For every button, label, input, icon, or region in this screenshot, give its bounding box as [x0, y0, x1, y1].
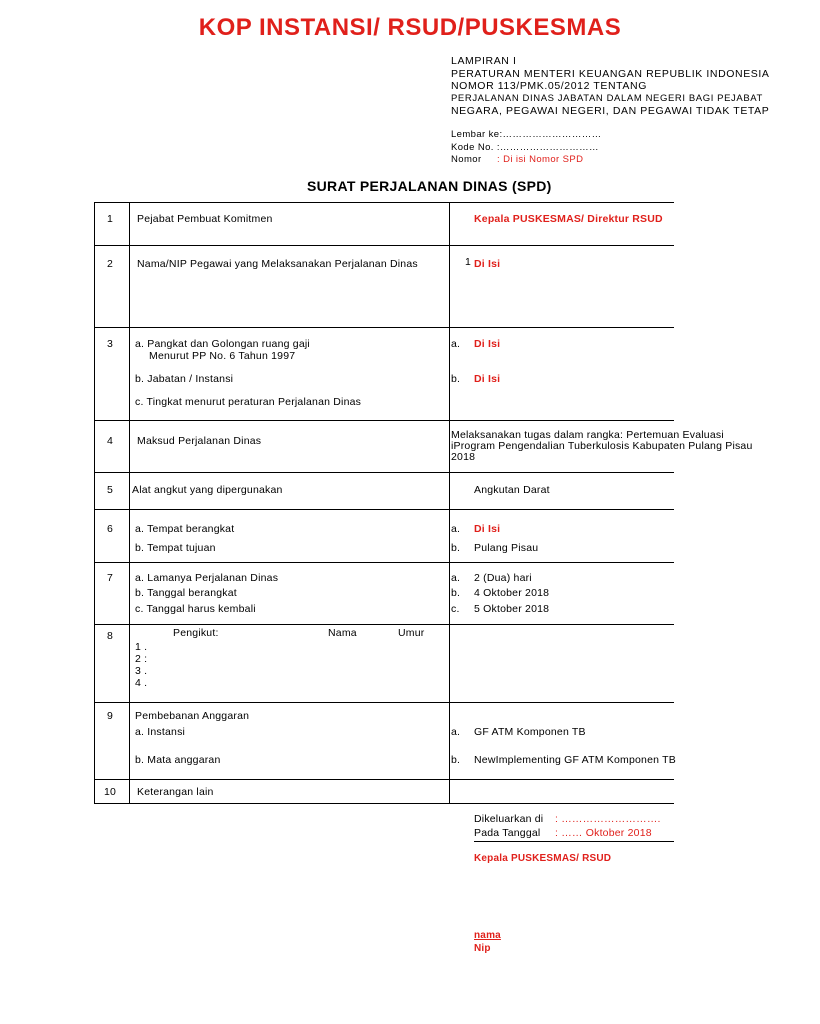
row-label: Maksud Perjalanan Dinas: [137, 435, 262, 447]
value-letter: b.: [451, 754, 461, 766]
row-label: Nama/NIP Pegawai yang Melaksanakan Perjalanan Dinas: [137, 258, 418, 270]
row-label: Keterangan lain: [137, 786, 214, 798]
table-border: [94, 624, 674, 625]
row-number: 8: [107, 630, 114, 642]
value-letter: a.: [451, 523, 461, 535]
kepala-signatory: Kepala PUSKESMAS/ RSUD: [474, 853, 612, 864]
value-letter: b.: [451, 587, 461, 599]
maksud-value: 2018: [451, 451, 476, 463]
table-border: [94, 245, 674, 246]
pengikut-item: 4 .: [135, 677, 148, 689]
table-border: [94, 803, 674, 804]
alat-angkut-value: Angkutan Darat: [474, 484, 550, 496]
tanggal-berangkat-value: 4 Oktober 2018: [474, 587, 550, 599]
umur-header: Umur: [398, 627, 425, 639]
lampiran-line: NEGARA, PEGAWAI NEGERI, DAN PEGAWAI TIDAK TETAP: [451, 105, 770, 117]
row-label: a. Lamanya Perjalanan Dinas: [135, 572, 279, 584]
row-number: 6: [107, 523, 114, 535]
row-label: a. Instansi: [135, 726, 186, 738]
nomor-value: : Di isi Nomor SPD: [497, 154, 584, 165]
instansi-anggaran-value: GF ATM Komponen TB: [474, 726, 586, 738]
table-border: [94, 702, 674, 703]
value-letter: c.: [451, 603, 460, 615]
row-label: b. Tempat tujuan: [135, 542, 216, 554]
table-border: [94, 562, 674, 563]
nomor-label: Nomor: [451, 154, 482, 165]
row-number: 9: [107, 710, 114, 722]
tanggal-kembali-value: 5 Oktober 2018: [474, 603, 550, 615]
maksud-value: Melaksanakan tugas dalam rangka: Pertemuan Evaluasi: [451, 429, 724, 441]
kode-no: Kode No. :…………………………: [451, 142, 599, 153]
row-label: b. Tanggal berangkat: [135, 587, 237, 599]
jabatan-value: Di Isi: [474, 373, 501, 385]
row-number: 4: [107, 435, 114, 447]
row-label: Pembebanan Anggaran: [135, 710, 250, 722]
nama-header: Nama: [328, 627, 357, 639]
pengikut-label: Pengikut:: [173, 627, 219, 639]
row-number: 1: [107, 213, 114, 225]
row-label: c. Tingkat menurut peraturan Perjalanan Dinas: [135, 396, 362, 408]
row-number: 3: [107, 338, 114, 350]
row-label: Alat angkut yang dipergunakan: [132, 484, 283, 496]
row-label: a. Pangkat dan Golongan ruang gaji: [135, 338, 310, 350]
mata-anggaran-value: NewImplementing GF ATM Komponen TB: [474, 754, 676, 766]
table-border: [94, 327, 674, 328]
signatory-name: nama: [474, 930, 501, 941]
table-border: [449, 202, 450, 804]
row-label: Pejabat Pembuat Komitmen: [137, 213, 273, 225]
signatory-nip: Nip: [474, 943, 491, 954]
row-number: 2: [107, 258, 114, 270]
row-label: Menurut PP No. 6 Tahun 1997: [149, 350, 296, 362]
row-label: b. Mata anggaran: [135, 754, 221, 766]
table-border: [94, 420, 674, 421]
lampiran-line: PERJALANAN DINAS JABATAN DALAM NEGERI BAGI PEJABAT: [451, 92, 763, 104]
table-border: [94, 202, 674, 203]
pangkat-value: Di Isi: [474, 338, 501, 350]
table-border: [129, 202, 130, 804]
row-number: 5: [107, 484, 114, 496]
table-border: [94, 779, 674, 780]
pengikut-item: 2 :: [135, 653, 148, 665]
tanggal-value: : …… Oktober 2018: [555, 827, 652, 839]
dikeluarkan-label: Dikeluarkan di: [474, 813, 544, 825]
table-border: [94, 202, 95, 804]
tanggal-label: Pada Tanggal: [474, 827, 541, 839]
lampiran-block: [451, 55, 770, 118]
row-number: 10: [104, 786, 117, 798]
dikeluarkan-value: : ……………………….: [555, 813, 661, 825]
lama-value: 2 (Dua) hari: [474, 572, 532, 584]
kop-instansi-title: KOP INSTANSI/ RSUD/PUSKESMAS: [198, 14, 622, 41]
value-letter: a.: [451, 572, 461, 584]
lampiran-line: NOMOR 113/PMK.05/2012 TENTANG: [451, 80, 647, 92]
value-letter: a.: [451, 726, 461, 738]
row-number: 7: [107, 572, 114, 584]
lembar-ke: Lembar ke:…………………………: [451, 129, 602, 140]
footer-divider: [474, 841, 674, 842]
maksud-value: iProgram Pengendalian Tuberkulosis Kabupaten Pulang Pisau: [451, 440, 753, 452]
table-border: [94, 509, 674, 510]
value-letter: a.: [451, 338, 461, 350]
lampiran-line: LAMPIRAN I: [451, 55, 517, 67]
pegawai-number: 1: [465, 256, 472, 268]
row-label: c. Tanggal harus kembali: [135, 603, 256, 615]
value-letter: b.: [451, 542, 461, 554]
table-border: [94, 472, 674, 473]
tempat-berangkat-value: Di Isi: [474, 523, 501, 535]
value-letter: b.: [451, 373, 461, 385]
row-label: b. Jabatan / Instansi: [135, 373, 234, 385]
row-label: a. Tempat berangkat: [135, 523, 235, 535]
pengikut-item: 3 .: [135, 665, 148, 677]
pengikut-item: 1 .: [135, 641, 148, 653]
pejabat-value: Kepala PUSKESMAS/ Direktur RSUD: [474, 213, 663, 225]
tempat-tujuan-value: Pulang Pisau: [474, 542, 539, 554]
document-title: SURAT PERJALANAN DINAS (SPD): [307, 178, 552, 194]
lampiran-line: PERATURAN MENTERI KEUANGAN REPUBLIK INDONESIA: [451, 67, 770, 80]
pegawai-value: Di Isi: [474, 258, 501, 270]
